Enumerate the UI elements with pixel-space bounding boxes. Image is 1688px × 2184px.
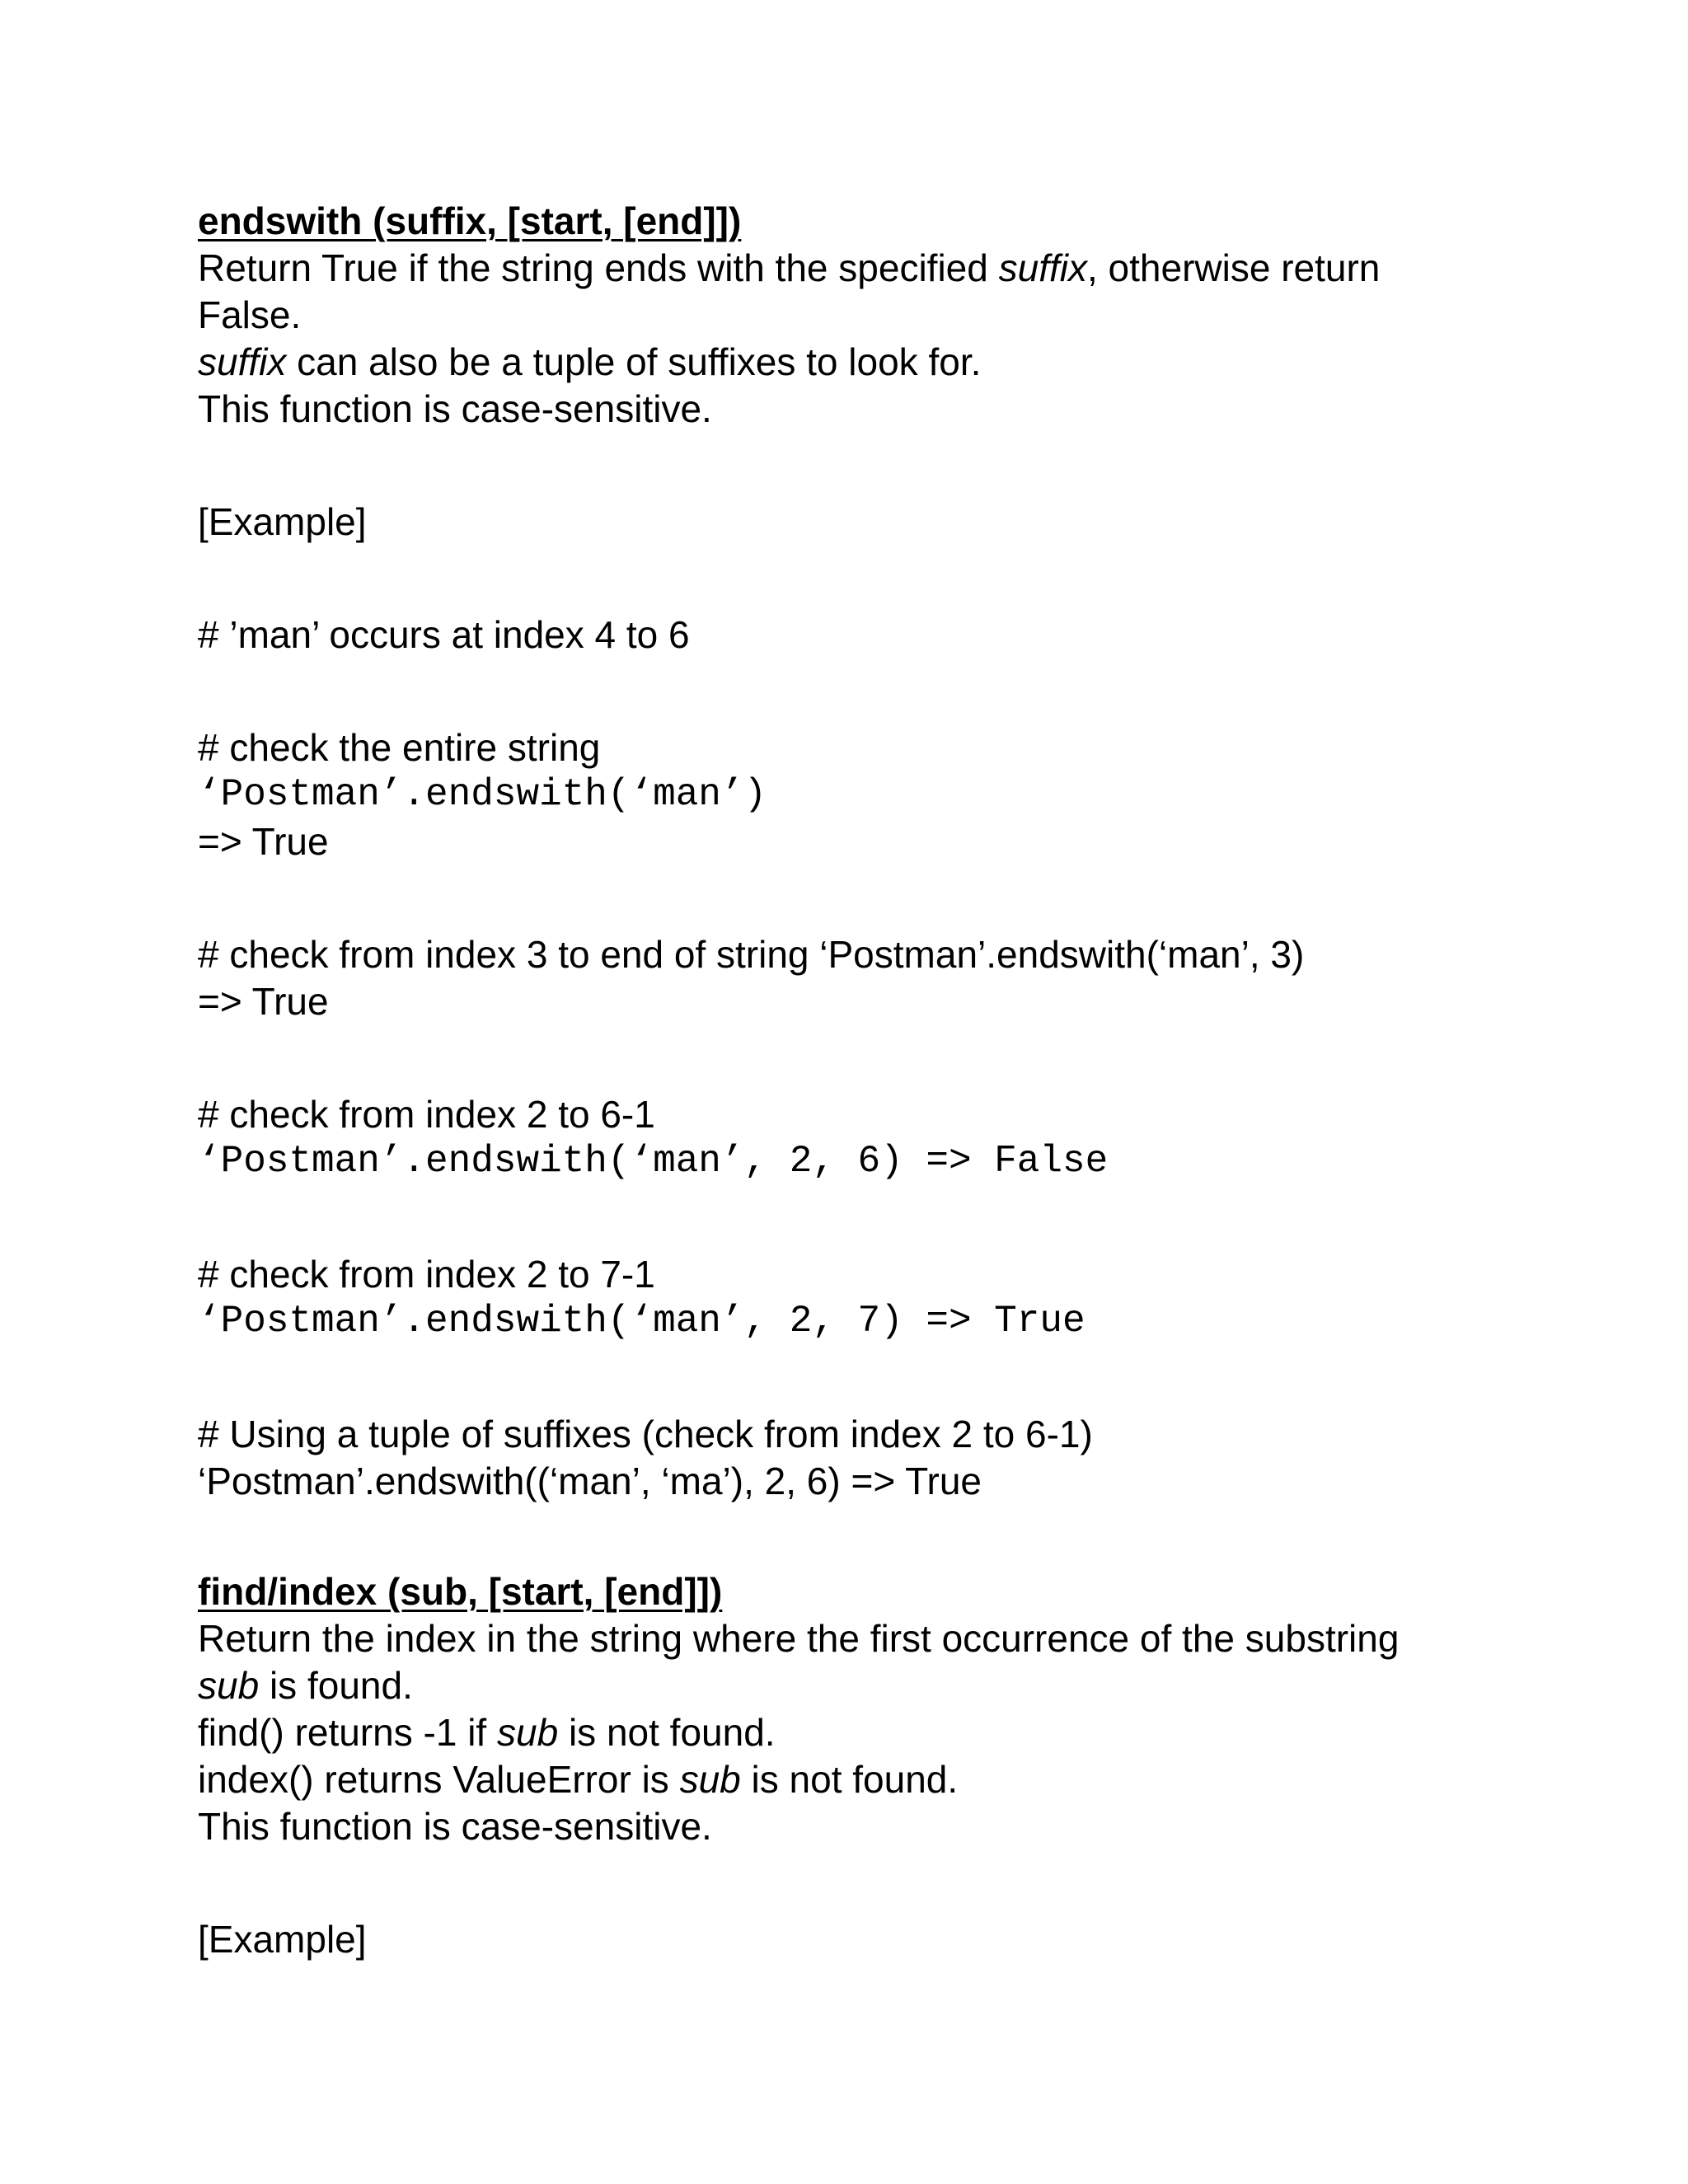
- param-sub: sub: [198, 1664, 260, 1707]
- code-line: ‘Postman’.endswith((‘man’, ‘ma’), 2, 6) => True: [198, 1460, 982, 1502]
- example-label: [Example]: [198, 500, 367, 543]
- description-line: suffix can also be a tuple of suffixes to look for.: [198, 340, 982, 383]
- description-line: Return True if the string ends with the specified suffix, otherwise return: [198, 246, 1381, 289]
- code-result: => True: [198, 820, 329, 863]
- section-heading-find-index: find/index (sub, [start, [end]]): [198, 1570, 723, 1613]
- param-suffix: suffix: [998, 246, 1087, 289]
- param-sub: sub: [497, 1711, 559, 1754]
- code-line: ‘Postman’.endswith(‘man’, 2, 7) => True: [198, 1300, 1085, 1343]
- code-line: ‘Postman’.endswith(‘man’, 2, 6) => False: [198, 1140, 1109, 1183]
- description-line: This function is case-sensitive.: [198, 1805, 712, 1848]
- spacer: [198, 1025, 1517, 1091]
- example-label: [Example]: [198, 1918, 367, 1961]
- param-sub: sub: [679, 1758, 741, 1801]
- spacer: [198, 546, 1517, 612]
- code-comment: # ’man’ occurs at index 4 to 6: [198, 613, 690, 656]
- spacer: [198, 433, 1517, 499]
- spacer: [198, 658, 1517, 724]
- description-line: sub is found.: [198, 1664, 413, 1707]
- spacer: [198, 1505, 1517, 1568]
- spacer: [198, 1345, 1517, 1411]
- code-line: ‘Postman’.endswith(‘man’): [198, 773, 767, 816]
- description-line: index() returns ValueError is sub is not found.: [198, 1758, 959, 1801]
- description-line: find() returns -1 if sub is not found.: [198, 1711, 776, 1754]
- code-comment: # check from index 3 to end of string ‘Postman’.endswith(‘man’, 3): [198, 933, 1305, 976]
- code-result: => True: [198, 980, 329, 1023]
- code-comment: # check from index 2 to 7-1: [198, 1253, 655, 1296]
- code-comment: # check from index 2 to 6-1: [198, 1093, 655, 1136]
- spacer: [198, 865, 1517, 931]
- description-line: This function is case-sensitive.: [198, 387, 712, 430]
- section-heading-endswith: endswith (suffix, [start, [end]]): [198, 199, 742, 242]
- code-comment: # Using a tuple of suffixes (check from index 2 to 6-1): [198, 1413, 1093, 1455]
- param-suffix: suffix: [198, 340, 287, 383]
- spacer: [198, 1185, 1517, 1251]
- description-line: Return the index in the string where the first occurrence of the substring: [198, 1617, 1400, 1660]
- code-comment: # check the entire string: [198, 726, 601, 769]
- document-page: [198, 198, 1517, 1963]
- spacer: [198, 1850, 1517, 1916]
- description-line: False.: [198, 293, 302, 336]
